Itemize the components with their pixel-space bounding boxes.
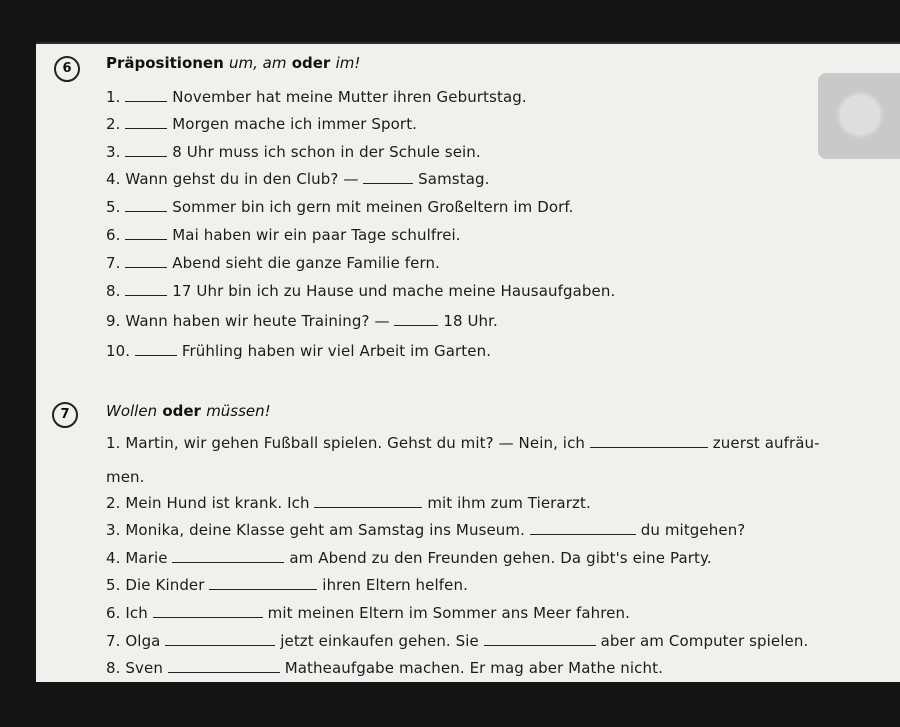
item-text-before: Ich	[125, 604, 148, 622]
item-text-after: mit ihm zum Tierarzt.	[427, 494, 591, 512]
exercise-6-title	[106, 54, 360, 72]
answer-blank[interactable]	[530, 522, 636, 535]
item-text-before: Wann haben wir heute Training? —	[125, 312, 390, 330]
item-number: 6.	[106, 604, 121, 622]
exercise-7-item	[106, 549, 712, 567]
item-text-after: am Abend zu den Freunden gehen. Da gibt's eine Party.	[289, 549, 712, 567]
exercise-7-item-continuation	[106, 468, 145, 486]
item-number: 4.	[106, 549, 121, 567]
exercise-6-title-part4: im!	[335, 54, 361, 72]
exercise-6-title-part2: um, am	[229, 54, 287, 72]
item-text-before: Mein Hund ist krank. Ich	[125, 494, 310, 512]
item-text-after: November hat meine Mutter ihren Geburtstag.	[172, 88, 527, 106]
item-text-after: Abend sieht die ganze Familie fern.	[172, 254, 440, 272]
exercise-7-item	[106, 494, 591, 512]
exercise-6-item	[106, 282, 615, 300]
item-number: 10.	[106, 342, 131, 360]
answer-blank[interactable]	[363, 171, 413, 184]
item-text-before: Martin, wir gehen Fußball spielen. Gehst du mit? — Nein, ich	[125, 434, 586, 452]
answer-blank[interactable]	[125, 283, 167, 296]
answer-blank[interactable]	[314, 495, 422, 508]
answer-blank[interactable]	[153, 605, 263, 618]
answer-blank[interactable]	[209, 577, 317, 590]
item-number: 8.	[106, 659, 121, 677]
worksheet-page	[36, 42, 900, 682]
exercise-7-item	[106, 632, 808, 650]
item-text-before: Olga	[125, 632, 161, 650]
item-text-before: Sven	[125, 659, 163, 677]
item-number: 5.	[106, 576, 121, 594]
item-text-after: Frühling haben wir viel Arbeit im Garten.	[181, 342, 492, 360]
item-number: 7.	[106, 632, 121, 650]
item-text-before: Marie	[125, 549, 168, 567]
exercise-7-title-part2: oder	[162, 402, 201, 420]
answer-blank[interactable]	[168, 660, 280, 673]
exercise-6-item	[106, 115, 417, 133]
exercise-7-item	[106, 576, 468, 594]
answer-blank[interactable]	[394, 313, 438, 326]
exercise-7-title-part3: müssen!	[206, 402, 271, 420]
item-text-after: du mitgehen?	[640, 521, 746, 539]
item-text-continuation: men.	[106, 468, 145, 486]
answer-blank[interactable]	[125, 89, 167, 102]
item-text-after: Sommer bin ich gern mit meinen Großeltern im Dorf.	[172, 198, 574, 216]
item-number: 1.	[106, 88, 121, 106]
item-number: 3.	[106, 521, 121, 539]
exercise-7-number: 7	[52, 402, 78, 428]
answer-blank[interactable]	[125, 144, 167, 157]
item-number: 8.	[106, 282, 121, 300]
exercise-6-item	[106, 143, 481, 161]
floating-assistive-button[interactable]	[818, 73, 900, 159]
exercise-7-title-part1: Wollen	[106, 402, 158, 420]
exercise-6-item	[106, 312, 498, 330]
item-number: 3.	[106, 143, 121, 161]
answer-blank[interactable]	[165, 633, 275, 646]
exercise-7-item	[106, 434, 820, 452]
exercise-6-item	[106, 254, 440, 272]
exercise-6-item	[106, 88, 527, 106]
item-number: 6.	[106, 226, 121, 244]
answer-blank[interactable]	[172, 550, 284, 563]
answer-blank[interactable]	[590, 435, 708, 448]
exercise-6-title-part3: oder	[291, 54, 331, 72]
item-text-after: zuerst aufräu-	[712, 434, 820, 452]
item-text-before: Wann gehst du in den Club? —	[125, 170, 359, 188]
item-text-after: ihren Eltern helfen.	[322, 576, 468, 594]
exercise-7-item	[106, 659, 663, 677]
item-number: 2.	[106, 115, 121, 133]
answer-blank[interactable]	[135, 343, 177, 356]
item-text-after: 18 Uhr.	[443, 312, 498, 330]
exercise-6-title-part1: Präpositionen	[106, 54, 224, 72]
answer-blank[interactable]	[125, 116, 167, 129]
item-text-after: Samstag.	[418, 170, 490, 188]
item-text-before: Monika, deine Klasse geht am Samstag ins Museum.	[125, 521, 525, 539]
item-text-after: 8 Uhr muss ich schon in der Schule sein.	[172, 143, 481, 161]
answer-blank[interactable]	[125, 199, 167, 212]
item-text-middle: jetzt einkaufen gehen. Sie	[280, 632, 479, 650]
exercise-6-item	[106, 198, 574, 216]
item-text-after: Mai haben wir ein paar Tage schulfrei.	[172, 226, 461, 244]
exercise-7-item	[106, 604, 630, 622]
exercise-6-item	[106, 170, 489, 188]
item-text-after: mit meinen Eltern im Sommer ans Meer fahren.	[267, 604, 630, 622]
item-number: 5.	[106, 198, 121, 216]
item-number: 1.	[106, 434, 121, 452]
exercise-6-item	[106, 226, 461, 244]
item-text-after: 17 Uhr bin ich zu Hause und mache meine Hausaufgaben.	[172, 282, 616, 300]
answer-blank[interactable]	[125, 227, 167, 240]
item-number: 9.	[106, 312, 121, 330]
exercise-7-item	[106, 521, 745, 539]
item-text-after: Matheaufgabe machen. Er mag aber Mathe nicht.	[284, 659, 663, 677]
page-top-border	[36, 42, 900, 44]
item-number: 4.	[106, 170, 121, 188]
assistive-button-knob-icon	[840, 95, 880, 135]
answer-blank[interactable]	[125, 255, 167, 268]
item-text-after: Morgen mache ich immer Sport.	[172, 115, 418, 133]
item-number: 7.	[106, 254, 121, 272]
item-number: 2.	[106, 494, 121, 512]
item-text-after: aber am Computer spielen.	[600, 632, 809, 650]
answer-blank[interactable]	[484, 633, 596, 646]
item-text-before: Die Kinder	[125, 576, 205, 594]
exercise-6-item	[106, 342, 491, 360]
exercise-6-number: 6	[54, 56, 80, 82]
exercise-7-title	[106, 402, 271, 420]
